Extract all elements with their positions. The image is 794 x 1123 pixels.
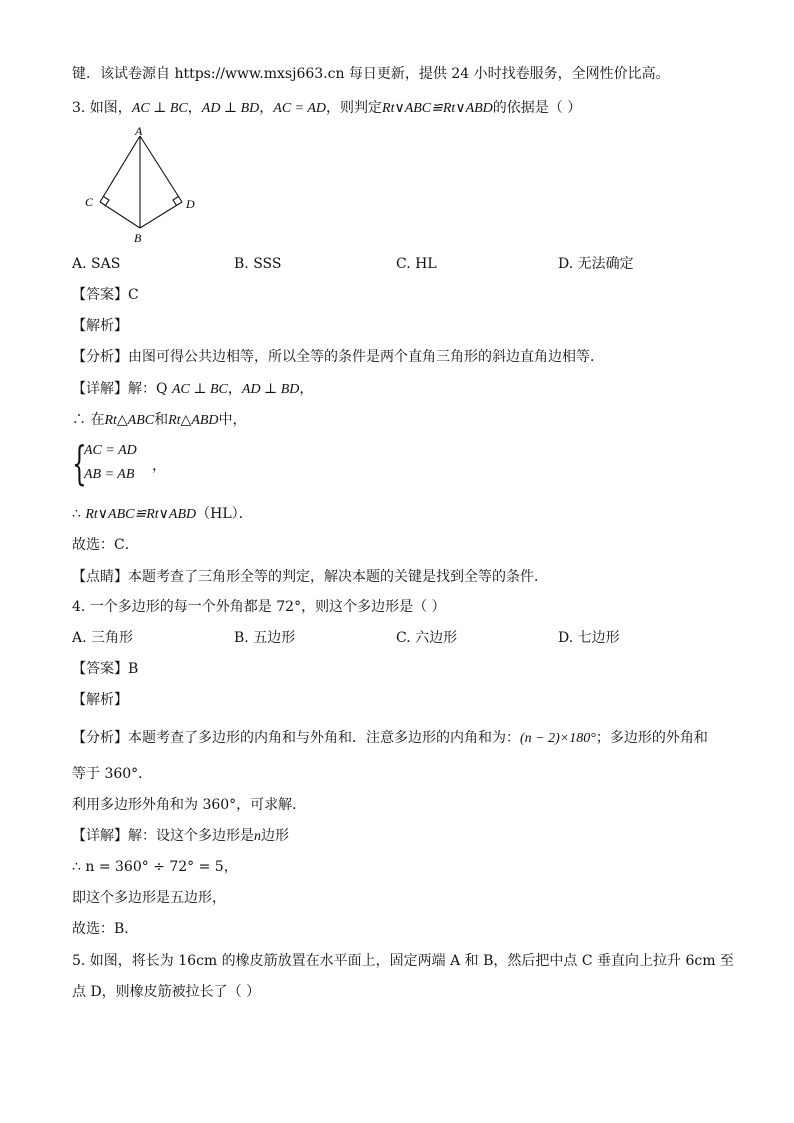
q3-detail-prefix: 【详解】解： (72, 381, 156, 397)
q3-triangle-figure (78, 124, 208, 248)
line-cb (100, 202, 140, 228)
q3-stem (72, 98, 581, 119)
q3-detail (72, 379, 313, 400)
q4-analysis-l1-a: 【分析】本题考查了多边形的内角和与外角和．注意多边形的内角和为： (72, 730, 520, 746)
q4-detail (72, 826, 289, 847)
q3-analysis-title: 【解析】 (72, 318, 128, 334)
q4-analysis-line2: 等于 360°． (72, 766, 153, 782)
q3-option-a: A. SAS (72, 256, 121, 272)
line-ad (140, 136, 182, 202)
q3-in-suffix: 中， (218, 412, 247, 428)
q4-result: 即这个多边形是五边形， (72, 890, 226, 906)
q3-in-tri2: Rt△ABD (168, 413, 219, 428)
q3-conclusion (72, 504, 253, 525)
q3-sep1: ， (187, 100, 202, 116)
q3-conclusion-suffix: （HL）． (196, 506, 253, 522)
q3-in-tri1: Rt△ABC (104, 413, 155, 428)
q3-cond3: AC = AD (273, 101, 327, 116)
q3-detail-sep: ， (227, 381, 242, 397)
q3-detail-end: ， (299, 381, 314, 397)
q3-analysis: 【分析】由图可得公共边相等，所以全等的条件是两个直角三角形的斜边直角边相等． (72, 349, 604, 365)
q3-option-d: D. 无法确定 (558, 256, 634, 272)
header-source-line: 键．该试卷源自 https://www.mxsj663.cn 每日更新，提供 24 小时找卷服务，全网性价比高。 (72, 66, 670, 82)
q4-analysis-title: 【解析】 (72, 692, 128, 708)
q3-choose: 故选：C． (72, 537, 139, 553)
q3-in-prefix: ∴ 在 (72, 412, 105, 428)
q4-option-d: D. 七边形 (558, 630, 620, 646)
q3-conclusion-congruence: Rt∨ABC≌Rt∨ABD (85, 507, 197, 522)
right-angle-mark-c (104, 197, 110, 206)
line-db (140, 202, 182, 228)
q3-in-and: 和 (154, 412, 169, 428)
q3-answer: 【答案】C (72, 287, 139, 303)
q4-answer: 【答案】B (72, 661, 139, 677)
q4-analysis-line1 (72, 728, 708, 749)
q4-detail-b: 边形 (261, 828, 289, 844)
q3-option-b: B. SSS (234, 256, 282, 272)
label-d: D (186, 197, 195, 211)
q3-equation-system (72, 436, 192, 490)
q3-eq-comma: ， (152, 458, 166, 474)
q4-option-c: C. 六边形 (396, 630, 458, 646)
q4-analysis-formula: (n − 2)×180° (520, 731, 596, 746)
therefore-symbol: ∴ (72, 506, 86, 522)
q3-mid: ，则判定 (326, 100, 383, 116)
q3-cond1: AC ⊥ BC (131, 101, 188, 116)
q3-eq1: AC = AD (84, 443, 137, 458)
q4-option-b: B. 五边形 (234, 630, 296, 646)
q4-choose: 故选：B． (72, 921, 139, 937)
q3-prefix: 3. 如图， (72, 100, 132, 116)
q4-detail-n: n (254, 829, 261, 844)
q4-analysis-line3: 利用多边形外角和为 360°，可求解． (72, 797, 307, 813)
q3-suffix: 的依据是（ ） (492, 100, 582, 116)
q3-cond2: AD ⊥ BD (201, 101, 260, 116)
q3-detail-cond2: AD ⊥ BD (241, 382, 300, 397)
label-c: C (85, 195, 94, 209)
q3-congruence: Rt∨ABC≌Rt∨ABD (382, 101, 493, 116)
q3-sep2: ， (259, 100, 274, 116)
q4-option-a: A. 三角形 (72, 630, 134, 646)
q3-detail-cond1: AC ⊥ BC (171, 382, 228, 397)
q4-analysis-l1-b: ；多边形的外角和 (595, 730, 708, 746)
q3-in-triangles (72, 410, 247, 431)
q3-option-c: C. HL (396, 256, 437, 272)
q5-stem-line1: 5. 如图，将长为 16cm 的橡皮筋放置在水平面上，固定两端 A 和 B，然后把中点 C 垂直向上拉升 6cm 至 (72, 953, 734, 969)
line-ac (100, 136, 140, 202)
q3-eq2: AB = AB (84, 467, 135, 482)
because-symbol: Q (156, 381, 168, 397)
q4-detail-a: 【详解】解：设这个多边形是 (72, 828, 254, 844)
q3-comment: 【点睛】本题考查了三角形全等的判定，解决本题的关键是找到全等的条件． (72, 569, 548, 585)
label-a: A (135, 124, 143, 138)
label-b: B (134, 231, 142, 245)
q5-stem-line2: 点 D，则橡皮筋被拉长了（ ） (72, 984, 261, 1000)
left-brace: { (72, 436, 87, 490)
q4-calc: ∴ n = 360° ÷ 72° = 5， (72, 859, 238, 875)
q4-stem: 4. 一个多边形的每一个外角都是 72°，则这个多边形是（ ） (72, 599, 446, 615)
